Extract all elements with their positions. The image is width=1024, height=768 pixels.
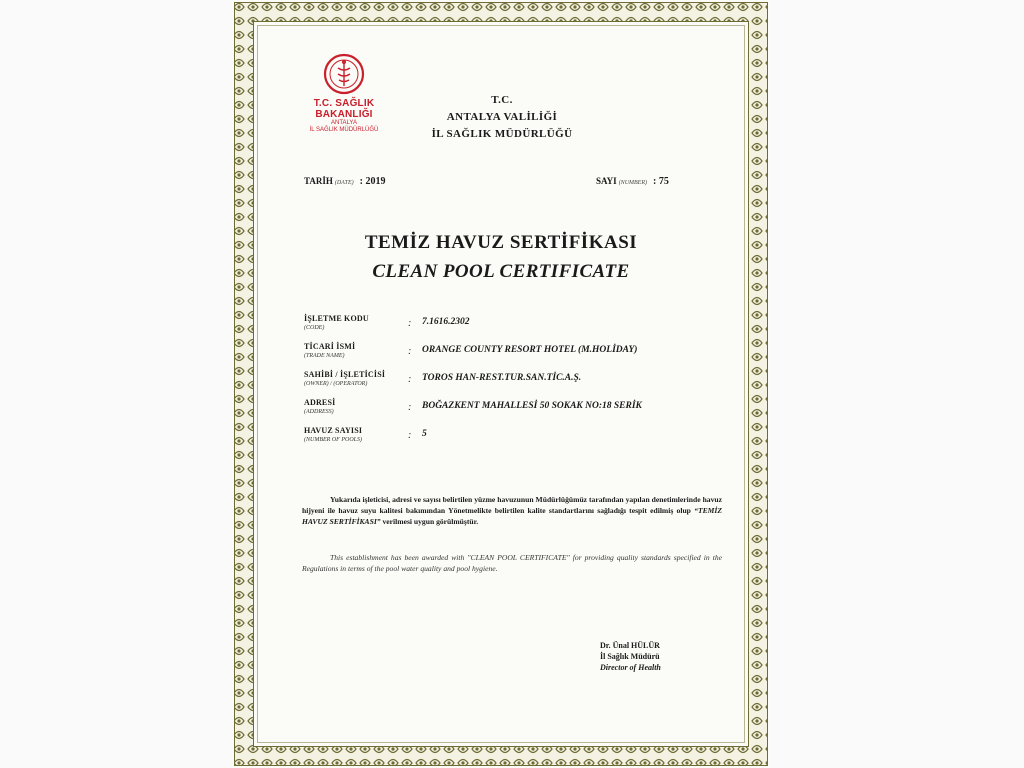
number-value: : 75 — [653, 176, 669, 187]
header-line-3: İL SAĞLIK MÜDÜRLÜĞÜ — [431, 128, 573, 140]
field-value: 5 — [422, 429, 427, 439]
field-value: TOROS HAN-REST.TUR.SAN.TİC.A.Ş. — [422, 373, 582, 383]
ministry-name: T.C. SAĞLIK BAKANLIĞI — [313, 98, 375, 120]
field-label: TİCARİ İSMİ — [304, 342, 356, 351]
date-label: TARİH — [304, 176, 333, 186]
field-label-en: (NUMBER OF POOLS) — [304, 437, 362, 443]
statement-tr — [302, 494, 722, 527]
ministry-logo-block — [284, 52, 404, 134]
statement-en: This establishment has been awarded with "CLEAN POOL CERTIFICATE" for providing quality standards specified in the Regulations in terms of the pool water quality and pool hygiene. — [302, 553, 722, 573]
field-trade-name — [304, 342, 724, 370]
date-row — [304, 176, 385, 187]
field-value: BOĞAZKENT MAHALLESİ 50 SOKAK NO:18 SERİK — [422, 401, 642, 411]
date-value: : 2019 — [359, 176, 386, 187]
field-label-en: (TRADE NAME) — [304, 353, 345, 359]
certificate-title-tr: TEMİZ HAVUZ SERTİFİKASI — [364, 232, 638, 253]
field-colon: : — [408, 346, 412, 357]
field-label-en: (ADDRESS) — [304, 409, 334, 415]
page-background-left — [0, 0, 232, 768]
header-line-2: ANTALYA VALİLİĞİ — [446, 111, 558, 123]
field-value: ORANGE COUNTY RESORT HOTEL (M.HOLİDAY) — [422, 345, 638, 355]
date-label-en: (DATE) — [334, 180, 354, 186]
field-label: SAHİBİ / İŞLETİCİSİ — [304, 370, 386, 379]
field-label: ADRESİ — [304, 398, 336, 407]
statement-tr-tail: verilmesi uygun görülmüştür. — [382, 517, 479, 526]
field-label: HAVUZ SAYISI — [304, 426, 363, 435]
ministry-sub-city: ANTALYA — [330, 120, 357, 126]
field-colon: : — [408, 430, 412, 441]
field-label: İŞLETME KODU — [304, 314, 369, 323]
header-line-1: T.C. — [491, 94, 513, 106]
signatory-title-en: Director of Health — [600, 663, 661, 672]
field-label-en: (CODE) — [304, 325, 325, 331]
field-label-en: (OWNER) / (OPERATOR) — [304, 381, 368, 387]
certificate — [232, 0, 770, 768]
field-address — [304, 398, 724, 426]
page-background-right — [770, 0, 1024, 768]
issuer-header — [392, 92, 612, 143]
field-owner — [304, 370, 724, 398]
statement-tr-text: Yukarıda işleticisi, adresi ve sayısı belirtilen yüzme havuzunun Müdürlüğümüz tarafından yapılan denetimlerinde havuz hijyeni ile havuz suyu kalitesi bakımından Yönetmelikte belirtilen kalite standartlarını sağladığı tespit edilmiş olup — [302, 495, 722, 515]
ministry-sub-directorate: İL SAĞLIK MÜDÜRLÜĞÜ — [309, 127, 379, 133]
signature-block — [600, 640, 661, 673]
field-colon: : — [408, 318, 412, 329]
field-colon: : — [408, 374, 412, 385]
certificate-fields — [304, 314, 724, 454]
statement-tr-emphasis: “TEMİZ HAVUZ SERTİFİKASI” — [302, 506, 722, 526]
field-value: 7.1616.2302 — [422, 317, 470, 327]
number-label-en: (NUMBER) — [618, 180, 648, 186]
signatory-title-tr: İl Sağlık Müdürü — [600, 652, 660, 661]
number-row — [596, 176, 669, 187]
certificate-title-en: CLEAN POOL CERTIFICATE — [372, 261, 630, 282]
signatory-name: Dr. Ünal HÜLÜR — [600, 641, 660, 650]
ministry-emblem-icon — [322, 52, 366, 96]
field-pool-count — [304, 426, 724, 454]
field-code — [304, 314, 724, 342]
field-colon: : — [408, 402, 412, 413]
number-label: SAYI — [596, 176, 617, 186]
